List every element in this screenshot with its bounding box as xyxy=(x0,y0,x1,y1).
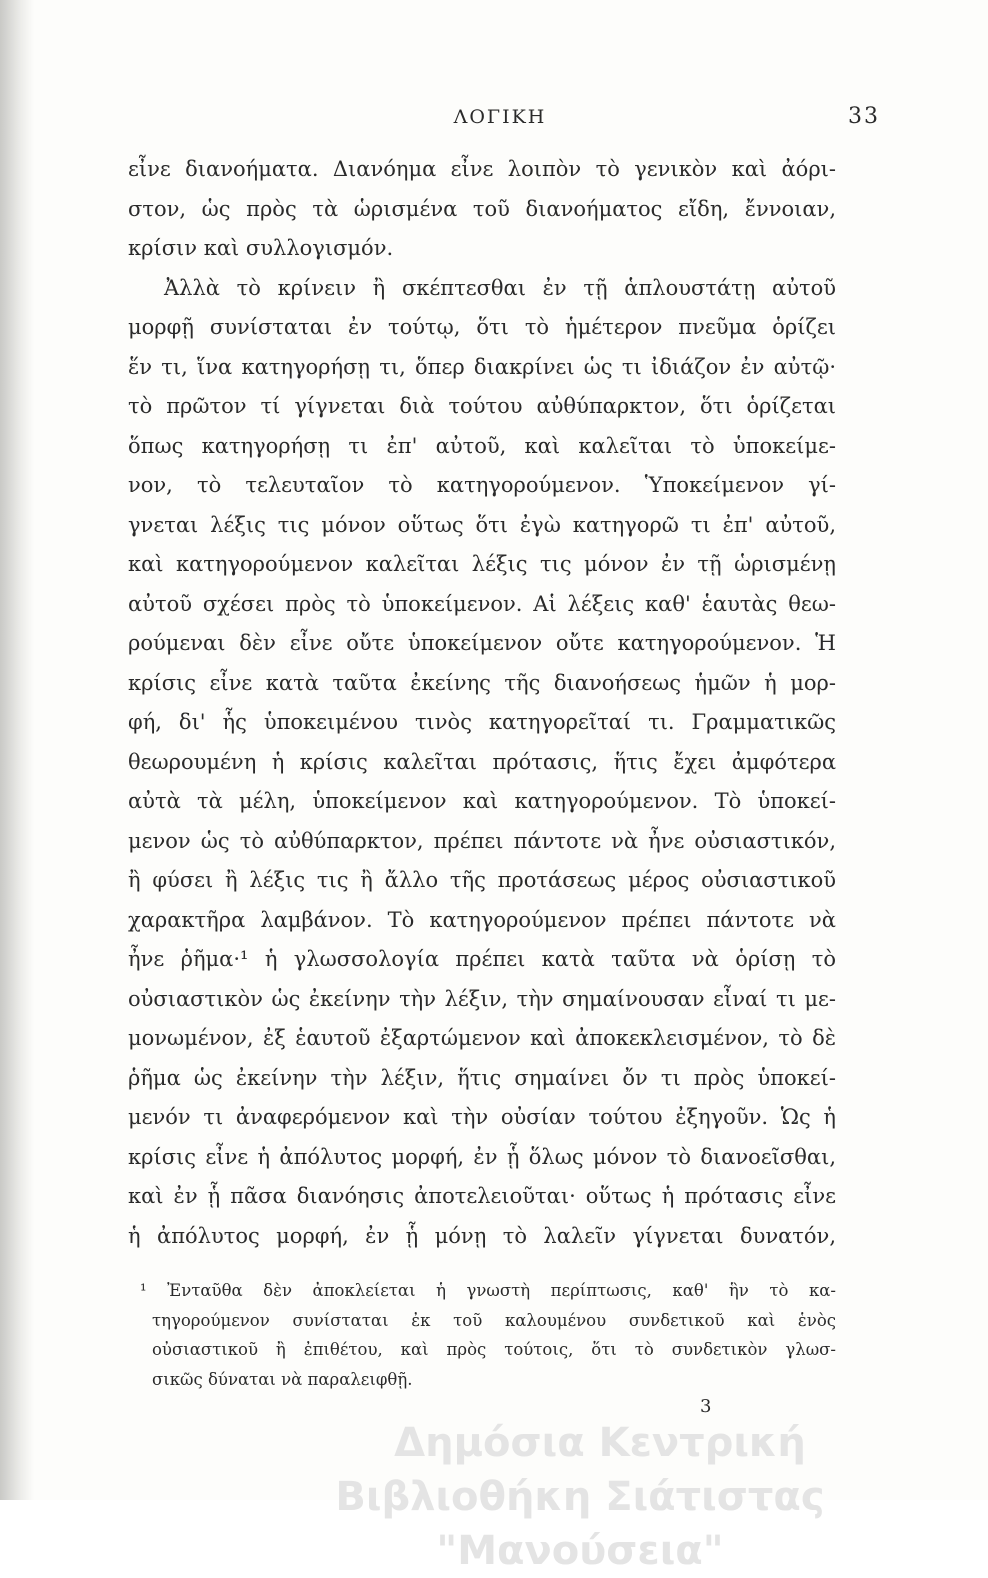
text-line: ἢ φύσει ἢ λέξις τις ἢ ἄλλο τῆς προτάσεως μέρος οὐσιαστικοῦ xyxy=(128,868,836,892)
text-line: στον, ὡς πρὸς τὰ ὡρισμένα τοῦ διανοήματος εἴδη, ἔννοιαν, xyxy=(128,196,836,221)
text-line: νον, τὸ τελευταῖον τὸ κατηγορούμενον. Ὑποκείμενον γί- xyxy=(128,473,836,497)
footnote-line: ¹ Ἐνταῦθα δὲν ἀποκλείεται ἡ γνωστὴ περίπτωσις, καθ' ἣν τὸ κα- xyxy=(140,1281,836,1300)
text-line: αὐτὰ τὰ μέλη, ὑποκείμενον καὶ κατηγορούμενον. Τὸ ὑποκεί- xyxy=(128,789,836,813)
text-line: ἡ ἀπόλυτος μορφή, ἐν ᾗ μόνῃ τὸ λαλεῖν γίγνεται δυνατόν, xyxy=(128,1223,836,1248)
main-text-block xyxy=(128,150,836,1256)
text-line: μενόν τι ἀναφερόμενον καὶ τὴν οὐσίαν τούτου ἐξηγοῦν. Ὡς ἡ xyxy=(128,1105,836,1129)
text-line: μενον ὡς τὸ αὐθύπαρκτον, πρέπει πάντοτε νὰ ἦνε οὐσιαστικόν, xyxy=(128,828,836,853)
footnote-line: τηγορούμενον συνίσταται ἐκ τοῦ καλουμένου συνδετικοῦ καὶ ἑνὸς xyxy=(152,1310,836,1330)
text-line: χαρακτῆρα λαμβάνον. Τὸ κατηγορούμενον πρέπει πάντοτε νὰ xyxy=(128,907,836,932)
running-head-title: ΛΟΓΙΚΗ xyxy=(453,106,547,128)
footnote-block xyxy=(140,1276,836,1394)
text-line: θεωρουμένη ἡ κρίσις καλεῖται πρότασις, ἥτις ἔχει ἀμφότερα xyxy=(128,749,836,774)
text-line: κρίσιν καὶ συλλογισμόν. xyxy=(128,236,394,260)
page-number: 33 xyxy=(848,104,880,129)
text-line: ῥῆμα ὡς ἐκείνην τὴν λέξιν, ἥτις σημαίνει ὄν τι πρὸς ὑποκεί- xyxy=(128,1065,836,1090)
text-line: κρίσις εἶνε ἡ ἀπόλυτος μορφή, ἐν ᾗ ὅλως μόνον τὸ διανοεῖσθαι, xyxy=(128,1144,836,1169)
text-line: ἕν τι, ἵνα κατηγορήσῃ τι, ὅπερ διακρίνει ὡς τι ἰδιάζον ἐν αὐτῷ· xyxy=(128,354,836,379)
text-line: γνεται λέξις τις μόνον οὕτως ὅτι ἐγὼ κατηγορῶ τι ἐπ' αὐτοῦ, xyxy=(128,512,836,537)
text-line: τὸ πρῶτον τί γίγνεται διὰ τούτου αὐθύπαρκτον, ὅτι ὁρίζεται xyxy=(128,394,836,418)
text-line: αὐτοῦ σχέσει πρὸς τὸ ὑποκείμενον. Αἱ λέξεις καθ' ἑαυτὰς θεω- xyxy=(128,591,836,616)
page-spine-shadow xyxy=(0,0,34,1500)
running-head xyxy=(120,104,880,138)
text-line: μορφῇ συνίσταται ἐν τούτῳ, ὅτι τὸ ἡμέτερον πνεῦμα ὁρίζει xyxy=(128,315,836,339)
footnote-line: οὐσιαστικοῦ ἢ ἐπιθέτου, καὶ πρὸς τούτοις, ὅτι τὸ συνδετικὸν γλωσ- xyxy=(152,1340,836,1359)
text-line: εἶνε διανοήματα. Διανόημα εἶνε λοιπὸν τὸ γενικὸν καὶ ἀόρι- xyxy=(128,157,836,181)
text-line: ὅπως κατηγορήσῃ τι ἐπ' αὐτοῦ, καὶ καλεῖται τὸ ὑποκείμε- xyxy=(128,433,836,458)
text-line: οὐσιαστικὸν ὡς ἐκείνην τὴν λέξιν, τὴν σημαίνουσαν εἶναί τι με- xyxy=(128,986,836,1011)
watermark-line-1: Δημόσια Κεντρική xyxy=(394,1420,806,1466)
text-line: Ἀλλὰ τὸ κρίνειν ἢ σκέπτεσθαι ἐν τῇ ἁπλουστάτῃ αὐτοῦ xyxy=(164,275,836,300)
footnote-line: σικῶς δύναται νὰ παραλειφθῇ. xyxy=(152,1369,413,1389)
text-line: καὶ κατηγορούμενον καλεῖται λέξις τις μόνον ἐν τῇ ὡρισμένῃ xyxy=(128,552,836,576)
text-line: μονωμένον, ἐξ ἑαυτοῦ ἐξαρτώμενον καὶ ἀποκεκλεισμένον, τὸ δὲ xyxy=(128,1026,836,1050)
text-line: καὶ ἐν ᾗ πᾶσα διανόησις ἀποτελειοῦται· οὕτως ἡ πρότασις εἶνε xyxy=(128,1184,836,1208)
watermark-line-2: Βιβλιοθήκη Σιάτιστας "Μανούσεια" xyxy=(335,1474,825,1574)
signature-mark: 3 xyxy=(700,1396,712,1417)
text-line: κρίσις εἶνε κατὰ ταῦτα ἐκείνης τῆς διανοήσεως ἡμῶν ἡ μορ- xyxy=(128,670,836,695)
text-line: ρούμεναι δὲν εἶνε οὔτε ὑποκείμενον οὔτε κατηγορούμενον. Ἡ xyxy=(128,631,836,655)
text-line: ἦνε ῥῆμα·¹ ἡ γλωσσολογία πρέπει κατὰ ταῦτα νὰ ὁρίσῃ τὸ xyxy=(128,947,836,971)
text-line: φή, δι' ἧς ὑποκειμένου τινὸς κατηγορεῖταί τι. Γραμματικῶς xyxy=(128,710,836,734)
library-watermark xyxy=(200,1416,960,1578)
